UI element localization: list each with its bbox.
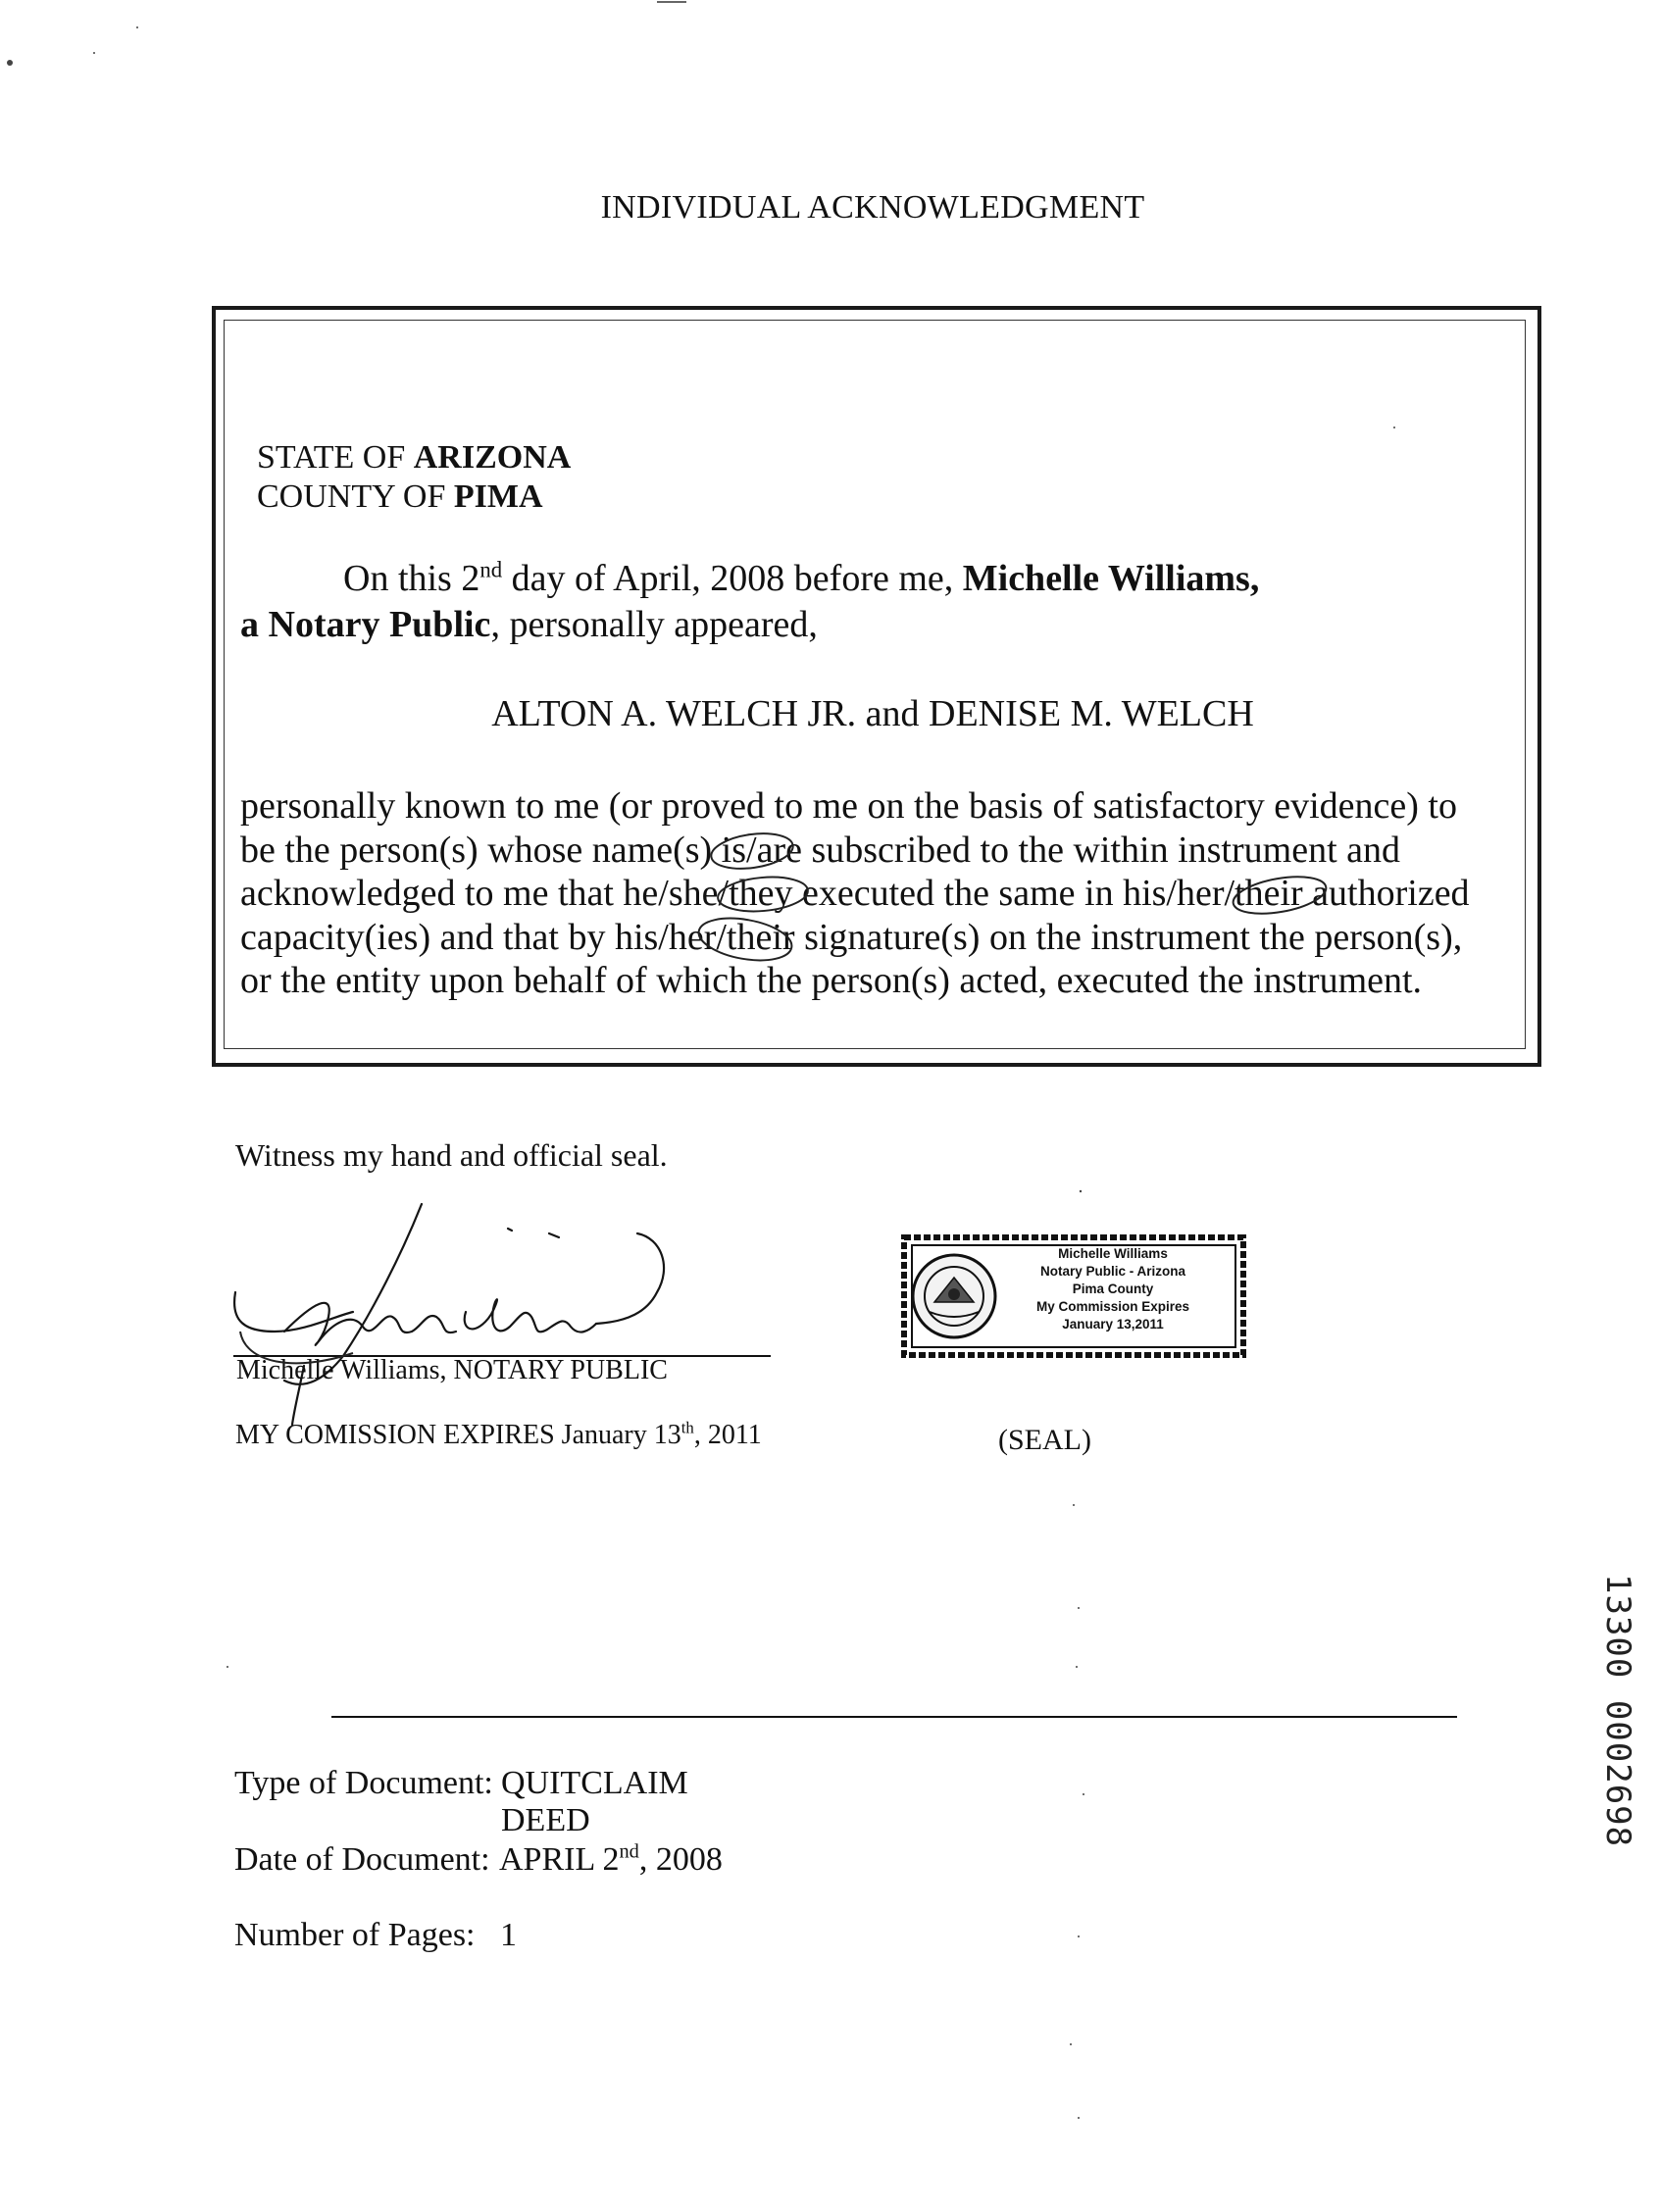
document-type-row — [234, 1765, 688, 1838]
paragraph-line: acknowledged to me that he/she/they executed the same in his/her/their authorized — [240, 873, 1470, 914]
paragraph-line: be the person(s) whose name(s) is/are subscribed to the within instrument and — [240, 829, 1400, 871]
recording-number-text: 13300 0002698 — [1598, 1574, 1638, 1848]
paragraph-line: or the entity upon behalf of which the person(s) acted, executed the instrument. — [240, 960, 1423, 1001]
stamp-line: January 13,2011 — [1062, 1317, 1164, 1332]
document-date-row — [234, 1840, 723, 1879]
commission-suffix: , 2011 — [693, 1420, 762, 1450]
stamp-line: Michelle Williams — [1058, 1246, 1168, 1261]
paragraph-line: capacity(ies) and that by his/her/their signature(s) on the instrument the person(s), — [240, 916, 1463, 958]
state-line — [257, 438, 571, 478]
county-line — [257, 478, 543, 517]
section-divider — [331, 1716, 1457, 1718]
seal-label: (SEAL) — [998, 1424, 1091, 1456]
appearing-names: ALTON A. WELCH JR. and DENISE M. WELCH — [491, 693, 1254, 734]
document-type-label: Type of Document: — [234, 1765, 493, 1801]
notary-rest: , personally appeared, — [490, 604, 818, 645]
document-type-value: QUITCLAIM DEED — [501, 1765, 688, 1838]
page-count-value: 1 — [500, 1917, 517, 1953]
notary-title-bold: a Notary Public — [240, 604, 491, 645]
document-date-label: Date of Document: — [234, 1841, 490, 1878]
document-title: INDIVIDUAL ACKNOWLEDGMENT — [600, 189, 1145, 226]
notary-public-line — [240, 603, 818, 646]
date-value-suffix: , 2008 — [638, 1841, 723, 1878]
commission-sup: th — [680, 1418, 694, 1437]
stamp-text — [990, 1245, 1235, 1333]
notary-name-bold: Michelle Williams, — [962, 558, 1260, 599]
document-date-value — [499, 1841, 723, 1879]
commission-expires — [235, 1420, 762, 1451]
on-this-prefix: On this 2 — [343, 558, 480, 599]
date-value-sup: nd — [619, 1840, 639, 1863]
page-count-row — [234, 1917, 517, 1954]
witness-statement: Witness my hand and official seal. — [235, 1137, 668, 1173]
on-this-day-line — [343, 557, 1259, 600]
stamp-line: Pima County — [1072, 1282, 1154, 1296]
state-label: STATE OF — [257, 439, 406, 476]
page-count-label: Number of Pages: — [234, 1917, 476, 1953]
paragraph-line: personally known to me (or proved to me on the basis of satisfactory evidence) to — [240, 785, 1457, 827]
on-this-sup: nd — [479, 557, 503, 582]
on-this-rest: day of April, 2008 before me, — [502, 558, 963, 599]
state-value: ARIZONA — [413, 439, 572, 476]
county-label: COUNTY OF — [257, 478, 446, 515]
county-value: PIMA — [453, 478, 543, 515]
notary-signature — [226, 1194, 716, 1430]
notary-signature-caption: Michelle Williams, NOTARY PUBLIC — [236, 1355, 668, 1385]
stamp-line: Notary Public - Arizona — [1039, 1264, 1186, 1279]
state-seal-icon — [913, 1255, 995, 1337]
stamp-line: My Commission Expires — [1035, 1299, 1190, 1314]
date-value-prefix: APRIL 2 — [499, 1841, 620, 1878]
acknowledgment-paragraph — [240, 784, 1515, 1003]
commission-prefix: MY COMISSION EXPIRES January 13 — [235, 1420, 681, 1450]
